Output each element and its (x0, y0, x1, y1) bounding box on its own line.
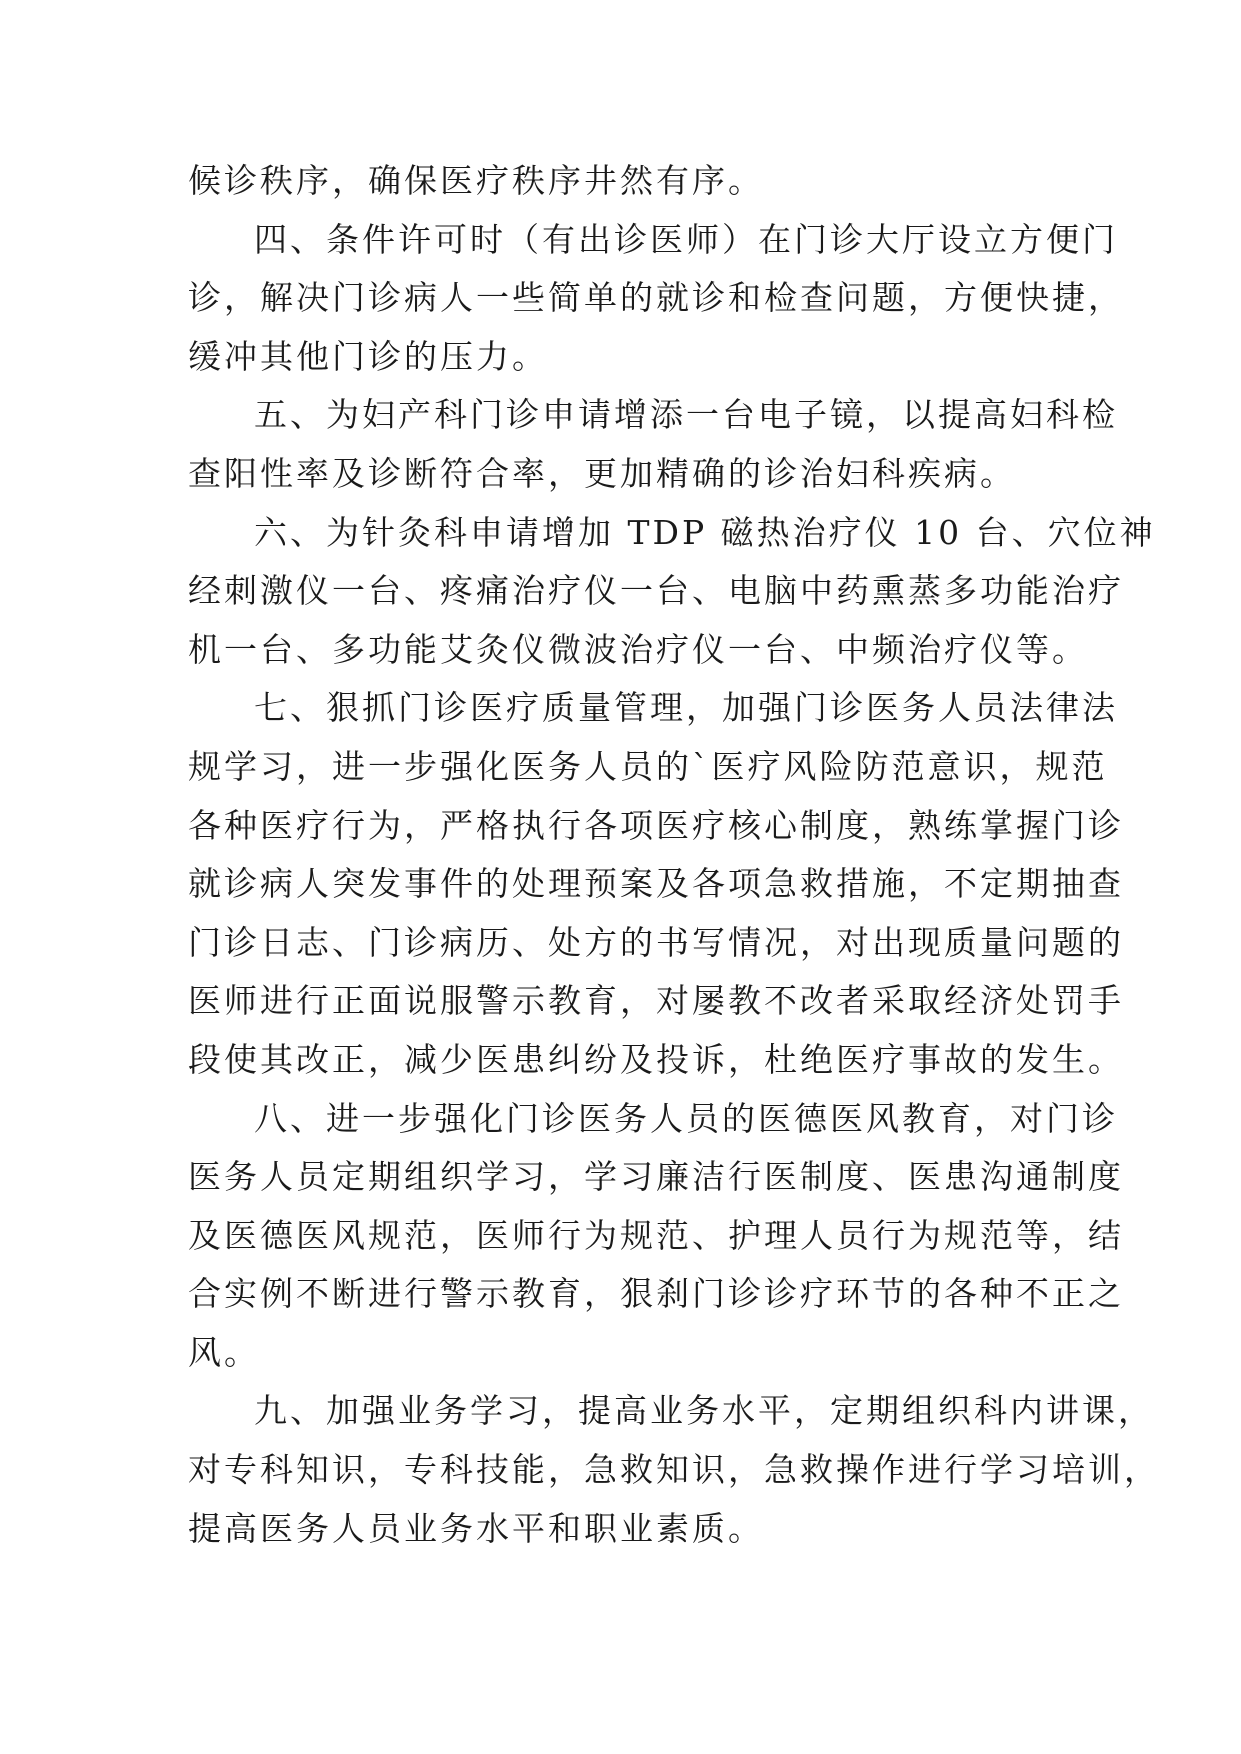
text-line: 机一台、多功能艾灸仪微波治疗仪一台、中频治疗仪等。 (188, 629, 1088, 669)
text-line: 医务人员定期组织学习，学习廉洁行医制度、医患沟通制度 (188, 1157, 1124, 1197)
text-line: 七、狠抓门诊医疗质量管理，加强门诊医务人员法律法 (254, 688, 1118, 728)
text-line: 四、条件许可时（有出诊医师）在门诊大厅设立方便门 (254, 219, 1118, 259)
text-line: 各种医疗行为，严格执行各项医疗核心制度，熟练掌握门诊 (188, 805, 1124, 845)
text-line: 规学习，进一步强化医务人员的`医疗风险防范意识，规范 (188, 746, 1108, 786)
text-line: 六、为针灸科申请增加 TDP 磁热治疗仪 10 台、穴位神 (254, 512, 1156, 552)
document-body (188, 152, 1160, 1558)
text-line: 缓冲其他门诊的压力。 (188, 336, 548, 376)
text-line: 候诊秩序，确保医疗秩序井然有序。 (188, 161, 764, 200)
text-line: 风。 (188, 1332, 260, 1372)
text-line: 合实例不断进行警示教育，狠刹门诊诊疗环节的各种不正之 (188, 1274, 1124, 1314)
text-line: 段使其改正，减少医患纠纷及投诉，杜绝医疗事故的发生。 (188, 1039, 1124, 1079)
text-line: 八、进一步强化门诊医务人员的医德医风教育，对门诊 (254, 1098, 1118, 1138)
text-line: 提高医务人员业务水平和职业素质。 (188, 1508, 764, 1548)
text-line: 门诊日志、门诊病历、处方的书写情况，对出现质量问题的 (188, 922, 1124, 962)
text-line: 五、为妇产科门诊申请增添一台电子镜，以提高妇科检 (254, 395, 1118, 435)
text-line: 九、加强业务学习，提高业务水平，定期组织科内讲课， (254, 1391, 1154, 1431)
text-line: 经刺激仪一台、疼痛治疗仪一台、电脑中药熏蒸多功能治疗 (188, 571, 1124, 611)
text-line: 就诊病人突发事件的处理预案及各项急救措施，不定期抽查 (188, 864, 1124, 904)
text-line: 查阳性率及诊断符合率，更加精确的诊治妇科疾病。 (188, 453, 1016, 493)
text-line: 对专科知识，专科技能，急救知识，急救操作进行学习培训， (188, 1450, 1160, 1490)
text-line: 医师进行正面说服警示教育，对屡教不改者采取经济处罚手 (188, 981, 1124, 1021)
text-line: 诊，解决门诊病人一些简单的就诊和检查问题，方便快捷， (188, 278, 1124, 318)
text-line: 及医德医风规范，医师行为规范、护理人员行为规范等，结 (188, 1215, 1124, 1255)
